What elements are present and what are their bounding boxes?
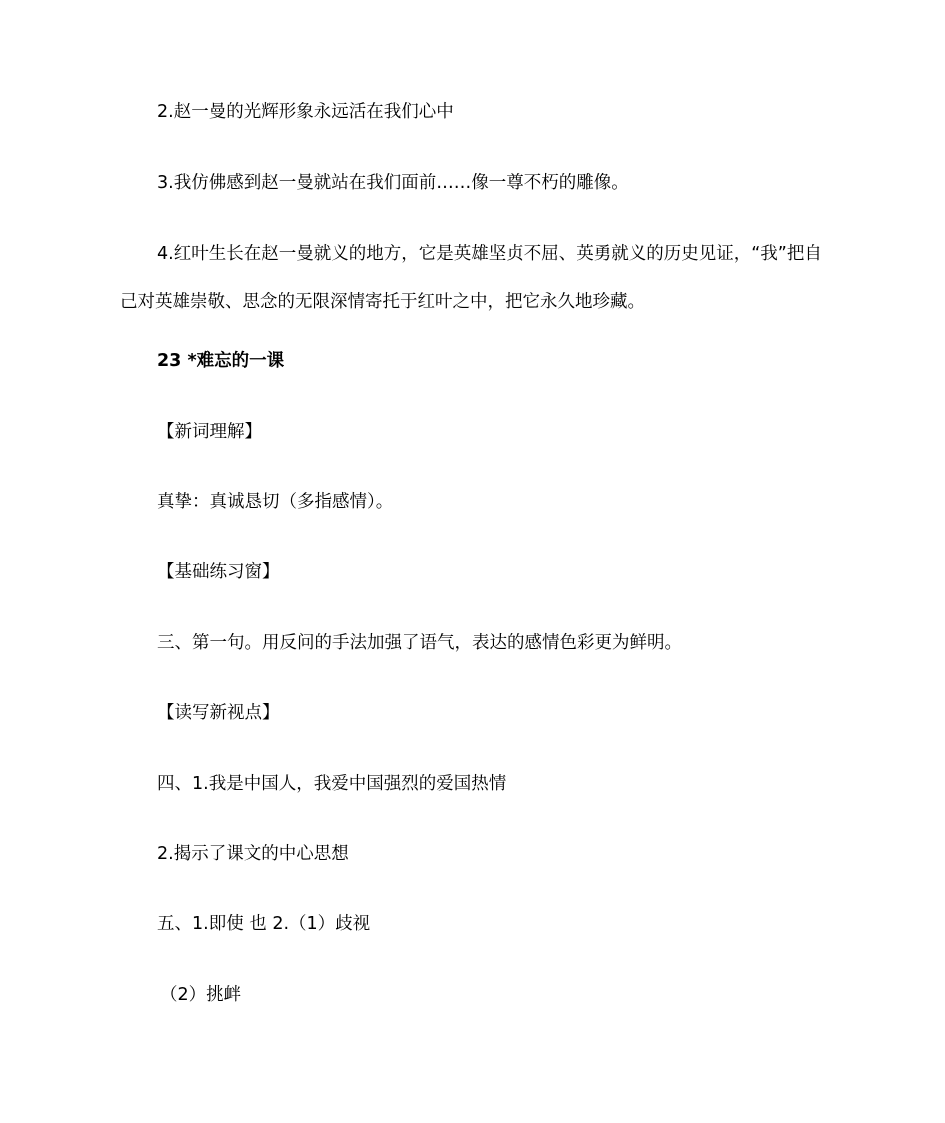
answer-section-four-1: 四、1.我是中国人，我爱中国强烈的爱国热情 (157, 774, 507, 794)
answer-section-five: 五、1.即使 也 2.（1）歧视 (157, 914, 371, 934)
section-basic-practice: 【基础练习窗】 (157, 562, 280, 582)
answer-section-three: 三、第一句。用反问的手法加强了语气，表达的感情色彩更为鲜明。 (157, 633, 682, 653)
word-definition: 真挚：真诚恳切（多指感情）。 (157, 492, 394, 512)
answer-line-4: 4.红叶生长在赵一曼就义的地方，它是英雄坚贞不屈、英勇就义的历史见证，“我”把自己对英雄崇敬、思念的无限深情寄托于红叶之中，把它永久地珍藏。 (120, 244, 822, 312)
section-new-words: 【新词理解】 (157, 422, 262, 442)
section-reading-writing: 【读写新视点】 (157, 703, 280, 723)
answer-line-2: 2.赵一曼的光辉形象永远活在我们心中 (157, 102, 454, 122)
lesson-title: 23 *难忘的一课 (157, 351, 285, 371)
answer-line-3: 3.我仿佛感到赵一曼就站在我们面前……像一尊不朽的雕像。 (157, 173, 629, 193)
answer-section-five-sub: （2）挑衅 (160, 985, 242, 1005)
answer-section-four-2: 2.揭示了课文的中心思想 (157, 844, 349, 864)
